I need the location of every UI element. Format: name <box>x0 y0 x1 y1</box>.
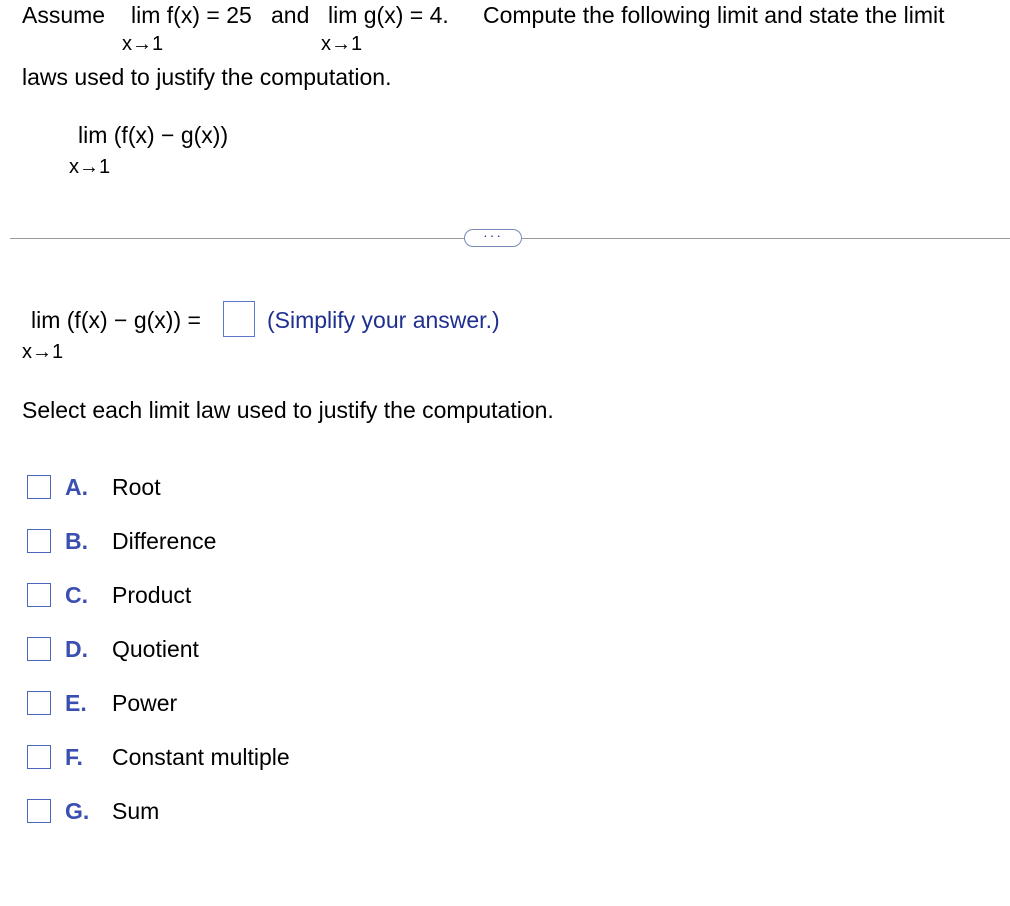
given-limit-f-expression: lim f(x) = 25 <box>131 2 252 28</box>
option-c-checkbox[interactable] <box>27 583 51 607</box>
question-and: and <box>271 2 310 28</box>
option-a-checkbox[interactable] <box>27 475 51 499</box>
given-limit-f-subscript: x→1 <box>122 33 164 55</box>
option-d-letter: D. <box>65 636 88 662</box>
given-limit-g-expression: lim g(x) = 4. <box>328 2 449 28</box>
question-line-2: laws used to justify the computation. <box>22 64 392 90</box>
option-b-letter: B. <box>65 528 88 554</box>
option-g-letter: G. <box>65 798 90 824</box>
target-limit-expression: lim (f(x) − g(x)) <box>78 122 229 148</box>
option-f-letter: F. <box>65 744 83 770</box>
answer-limit-expression: lim (f(x) − g(x)) = <box>31 307 201 333</box>
question-compute-text: Compute the following limit and state the limit <box>483 2 945 28</box>
question-assume: Assume <box>22 2 106 28</box>
option-c-label[interactable]: Product <box>112 582 192 608</box>
option-b-label[interactable]: Difference <box>112 528 217 554</box>
option-e-label[interactable]: Power <box>112 690 178 716</box>
option-f-label[interactable]: Constant multiple <box>112 744 290 770</box>
option-c-letter: C. <box>65 582 88 608</box>
option-f-checkbox[interactable] <box>27 745 51 769</box>
simplify-hint: (Simplify your answer.) <box>267 307 500 333</box>
expand-more-button[interactable]: ··· <box>464 229 522 247</box>
option-g-checkbox[interactable] <box>27 799 51 823</box>
target-limit <box>69 121 229 178</box>
option-g-label[interactable]: Sum <box>112 798 160 824</box>
option-a-letter: A. <box>65 474 88 500</box>
given-limit-g-subscript: x→1 <box>321 33 363 55</box>
target-limit-subscript: x→1 <box>69 156 111 178</box>
given-limit-g <box>321 1 449 55</box>
select-prompt: Select each limit law used to justify the computation. <box>22 397 554 423</box>
answer-input[interactable] <box>223 301 255 337</box>
answer-limit-subscript: x→1 <box>22 341 64 363</box>
answer-limit <box>22 306 201 363</box>
given-limit-f <box>122 1 252 55</box>
option-d-label[interactable]: Quotient <box>112 636 199 662</box>
option-b-checkbox[interactable] <box>27 529 51 553</box>
option-e-letter: E. <box>65 690 87 716</box>
option-d-checkbox[interactable] <box>27 637 51 661</box>
option-a-label[interactable]: Root <box>112 474 161 500</box>
option-e-checkbox[interactable] <box>27 691 51 715</box>
